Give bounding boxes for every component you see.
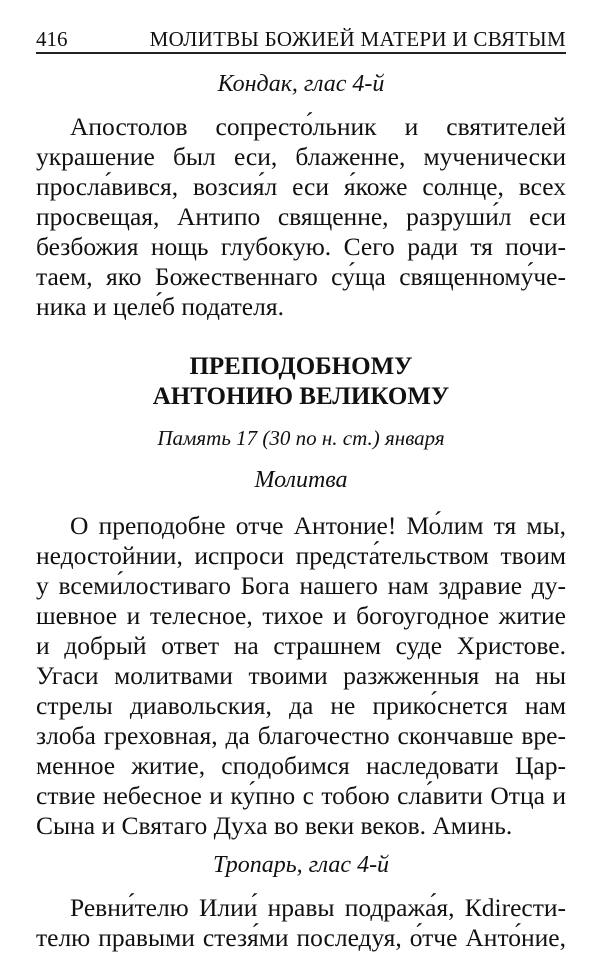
text-line: злоба греховная, да благочестно скончавше вре- [36,721,566,750]
troparion-heading: Тропарь, глас 4-й [212,852,390,878]
text-line: и добрый ответ на страшнем суде Христове. [36,631,566,660]
text-line: менное житие, сподобимся наследовати Цар- [36,751,566,780]
text-line: таем, яко Божественнаго су́ща священному́че- [36,262,566,291]
text-line: О преподобне отче Антоние! Мо́лим тя мы, [70,511,566,540]
text-line: телю правыми стезя́ми последуя, о́тче Анто́ние, [36,923,566,952]
troparion-text [36,893,566,953]
kontakion-heading: Кондак, глас 4-й [217,71,385,97]
kontakion-text [36,112,566,322]
running-head-title: МОЛИТВЫ БОЖИЕЙ МАТЕРИ И СВЯТЫМ [149,27,566,51]
text-line: Апостолов сопресто́льник и святителей [70,112,566,141]
section-title-line-1: ПРЕПОДОБНОМУ [189,353,413,380]
text-line: стрелы диавольския, да не прико́снется нам [36,691,566,720]
text-line: безбожия нощь глубокую. Сего ради тя почи- [36,232,566,261]
memory-date: Память 17 (30 по н. ст.) января [157,426,445,450]
page-number: 416 [36,27,68,51]
text-line: украшение был еси, блаженне, мученически [36,142,566,171]
prayer-text [36,511,566,841]
text-line: ника и целе́б подателя. [36,292,284,321]
text-line: Угаси молитвами твоими разжженныя на ны [36,661,566,690]
text-line: просвещая, Антипо священне, разруши́л еси [36,202,566,231]
text-line: просла́вився, возсия́л еси я́коже солнце, всех [36,172,566,201]
text-line: Ревни́телю Илии́ нравы подража́я, Кdireсти- [70,893,566,922]
text-line: ствие небесное и ку́пно с тобою сла́вити Отца и [36,781,566,810]
section-title-line-2: АНТОНИЮ ВЕЛИКОМУ [152,383,450,410]
text-line: у всеми́лостиваго Бога нашего нам здравие ду- [36,571,566,600]
prayer-heading: Молитва [254,467,348,493]
running-head [36,27,566,54]
text-line: Сына и Святаго Духа во веки веков. Аминь. [36,811,513,840]
text-line: недостойнии, испроси предста́тельством твоим [36,541,566,570]
text-line: шевное и телесное, тихое и богоугодное житие [36,601,566,630]
